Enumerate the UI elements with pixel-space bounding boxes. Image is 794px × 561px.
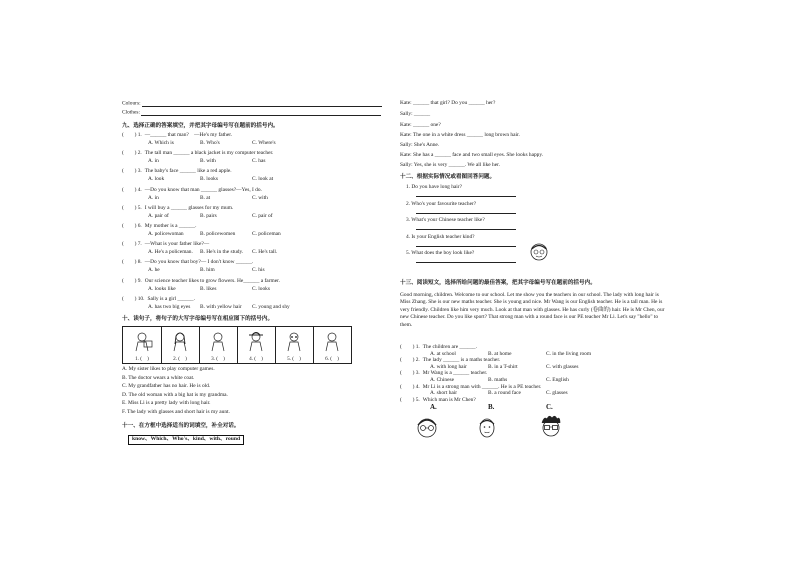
option-b: B. with yellow hair [200,303,242,310]
sentence-d: D. The old woman with a big hat is my grandma. [122,391,228,398]
question-12-3: 3. What's your Chinese teacher like? [406,217,485,223]
sentence-f: F. The lady with glasses and short hair is my aunt. [122,409,230,415]
option-a: A. he [148,267,160,274]
question-number: ( ) 3. [400,370,420,377]
option-b: B. looks [200,176,218,183]
question-13-2 [400,358,500,363]
question-13-5-options [430,404,636,411]
dialog-line-1: Kate: ______ that girl? Do you ______ her? [400,100,496,106]
picture-row [122,326,352,364]
option-a: A. look [148,176,165,183]
option-b: B. in a T-shirt [488,363,518,370]
question-stem: Our science teacher likes to grow flowers. He______ a farmer. [144,277,280,284]
question-number: ( ) 6. [122,223,142,229]
option-a: A. has two big eyes [148,303,191,310]
option-a: A. policewoman [148,231,184,237]
option-c: C. in the living room [546,350,592,357]
question-number: ( ) 2. [122,150,142,157]
answer-line [416,257,516,263]
option-a: A. short hair [430,390,458,397]
option-c: C. has [252,158,266,165]
question-9-10 [122,297,195,302]
old-woman-hat-icon [245,330,267,352]
picture-cell-2 [161,327,200,363]
word-box: know、Which、Who's、kind、with、round [128,435,244,445]
question-number: ( ) 1. [400,344,420,350]
sentence-b: B. The doctor wears a white coat. [122,374,195,381]
question-9-8 [122,260,253,265]
option-b: B. Who's [200,140,220,146]
question-9-1 [122,133,232,138]
question-stem: Mr Li is a strong man with ______. He is a PE teacher. [422,383,542,390]
picture-label: 1. ( ) [135,355,149,362]
option-c: C. with glasses [546,363,579,370]
reading-passage: Good morning, children. Welcome to our school. Let me show you the teachers in our school. The lady with long hair is Miss Zhang. She is our new maths teacher. She is young and nice. Mr Wang is our English teacher. He is a tall man. He is very friendly. Children like him very much. Look at that man with glasses. He has curly (卷曲的) hair. He is Mr Chen, our new Chinese teacher. Do you like sport? That strong man with a round face is our PE teacher Mr Li. Let's say "hello" to them. [400,292,665,328]
option-b: B. a round face [488,390,521,397]
face-b-picture [475,415,499,439]
face-short-hair-icon [475,415,499,439]
option-a: A. Chinese [430,377,454,383]
sentence-c: C. My grandfather has no hair. He is old. [122,383,211,390]
picture-label: 4. ( ) [249,355,263,362]
answer-line [416,208,516,214]
question-stem: —______ that man? —He's my father. [144,132,233,138]
dialog-line-5: Sally: She's Anne. [400,142,440,148]
question-number: ( ) 7. [122,241,142,248]
question-9-4-options [148,196,342,201]
clothes-blank [141,110,381,116]
option-a: A. in [148,158,159,165]
question-13-1 [400,345,477,350]
question-13-4-options [430,391,636,396]
question-number: ( ) 4. [122,186,142,193]
section-11-title: 十一、在方框中选择适当的词填空，补全对话。 [122,423,240,429]
question-9-5 [122,206,233,211]
question-9-8-options [148,268,342,273]
option-a: A. at school [430,350,456,357]
option-b: B. maths [488,377,508,383]
question-9-6 [122,224,196,229]
answer-line [416,191,516,197]
section-10-title: 十、读句子，将句子的大写字母编号写在相应图下的括号内。 [122,316,274,322]
question-12-2: 2. Who's your favourite teacher? [406,200,477,207]
colours-blank [142,101,382,107]
option-c: C. He's tall. [252,249,278,256]
section-13-title: 十三、阅读短文，选择所给问题的最佳答案，把其字母编号写在题前的括号内。 [400,280,596,286]
option-b: B. with [200,158,216,165]
question-9-5-options [148,214,342,219]
option-c: C. glasses [546,390,568,397]
question-number: ( ) 5. [400,396,420,403]
option-a: A. in [148,194,159,201]
option-a: A. pair of [148,212,169,219]
option-c: C. [546,403,553,412]
question-number: ( ) 2. [400,357,420,364]
question-stem: I will buy a ______ glasses for my mum. [144,204,234,211]
face-with-glasses-icon [414,415,440,439]
answer-line [416,241,516,247]
bald-old-man-icon [321,330,343,352]
picture-cell-3 [199,327,238,363]
clothes-label: Clothes: [122,109,140,116]
question-9-9-options [148,287,342,292]
question-number: ( ) 4. [400,383,420,390]
option-c: C. Where's [252,140,276,146]
question-number: ( ) 10. [122,295,145,302]
option-c: C. his [252,267,265,274]
face-c-picture [537,413,565,439]
question-12-5: 5. What does the boy look like? [406,250,475,256]
picture-label: 5. ( ) [287,355,301,362]
question-9-3 [122,169,232,174]
question-number: ( ) 5. [122,204,142,211]
option-c: C. young and shy [252,303,290,310]
question-stem: The baby's face ______ like a red apple. [144,168,232,175]
option-a: A. with long hair [430,363,467,370]
colours-label: Colours: [122,100,141,107]
question-9-3-options [148,177,342,182]
option-b: B. at home [488,350,512,357]
question-9-10-options [148,305,342,310]
option-c: C. with [252,194,268,201]
question-stem: Which man is Mr Chen? [422,396,476,403]
picture-cell-6 [313,327,351,363]
clothes-row [122,110,381,116]
option-b: B. [488,403,495,412]
dialog-line-6: Kate: She has a ______ face and two small eyes. She looks happy. [400,152,544,158]
question-9-7 [122,242,209,247]
option-c: C. pair of [252,212,273,219]
question-9-1-options [148,141,342,146]
question-stem: The tall man ______ a black jacket is my computer teacher. [144,150,274,157]
question-stem: Sally is a girl ______. [147,295,195,302]
question-stem: —What is your father like?— [144,241,210,248]
question-12-1: 1. Do you have long hair? [406,184,462,190]
question-9-7-options [148,250,342,255]
question-9-6-options [148,232,342,237]
option-a: A. Which is [148,140,174,146]
question-13-3 [400,371,487,376]
question-stem: —Do you know that boy?— I don't know ______. [144,259,254,266]
section-12-title: 十二、根据实际情况或看图回答问题。 [400,174,496,180]
colours-row [122,101,382,107]
question-9-9 [122,279,280,284]
option-c: C. looks [252,285,270,292]
question-9-4 [122,188,262,193]
question-number: ( ) 1. [122,132,142,138]
question-9-2-options [148,159,342,164]
face-a-picture [414,415,440,439]
picture-cell-4 [237,327,276,363]
question-13-5 [400,398,476,403]
dialog-line-4: Kate: The one in a white dress ______ long brown hair. [400,132,520,138]
dialog-line-7: Sally: Yes, she is very ______. We all like her. [400,162,500,168]
option-c: C. English [546,377,569,383]
section-9-title: 九、选择正确的答案填空，并把其字母编号写在题前的括号内。 [122,123,279,129]
answer-line [416,224,516,230]
option-b: B. He's in the study. [200,249,244,256]
option-b: B. policewomen [200,231,236,237]
picture-cell-1 [123,327,162,363]
option-a: A. looks like [148,285,176,292]
boy-face-icon [528,241,550,263]
option-b: B. likes [200,285,217,292]
lady-glasses-icon [283,330,305,352]
dialog-line-2: Sally: ______ [400,111,431,117]
question-number: ( ) 9. [122,277,142,284]
question-number: ( ) 8. [122,259,142,266]
option-a: A. [430,403,437,412]
sentence-a: A. My sister likes to play computer games. [122,366,215,372]
question-stem: The lady ______ is a maths teacher. [422,357,501,364]
picture-cell-5 [275,327,314,363]
boy-computer-icon [131,330,153,352]
question-stem: Mr Wang is a ______ teacher. [422,370,488,377]
lady-long-hair-icon [169,330,191,352]
question-12-4: 4. Is your English teacher kind? [406,233,475,240]
question-stem: —Do you know that man ______ glasses?—Yes, I do. [144,186,262,193]
question-stem: My mother is a ______. [144,223,197,229]
sentence-e: E. Miss Li is a pretty lady with long hair. [122,400,211,407]
option-c: C. policeman [252,231,281,237]
picture-label: 3. ( ) [211,355,225,362]
option-b: B. at [200,194,211,201]
question-13-3-options [430,378,636,383]
doctor-icon [207,330,229,352]
picture-label: 6. ( ) [325,355,339,362]
question-number: ( ) 3. [122,168,142,175]
picture-label: 2. ( ) [173,355,187,362]
option-c: C. look at [252,176,274,183]
question-9-2 [122,151,273,156]
question-stem: The children are ______. [422,344,477,350]
option-a: A. He's a policeman. [148,249,193,256]
dialog-line-3: Kate: ______ one? [400,122,441,128]
option-b: B. him [200,267,215,274]
option-b: B. pairs [200,212,217,219]
boy-picture [528,241,550,263]
face-curly-hair-glasses-icon [537,413,565,439]
